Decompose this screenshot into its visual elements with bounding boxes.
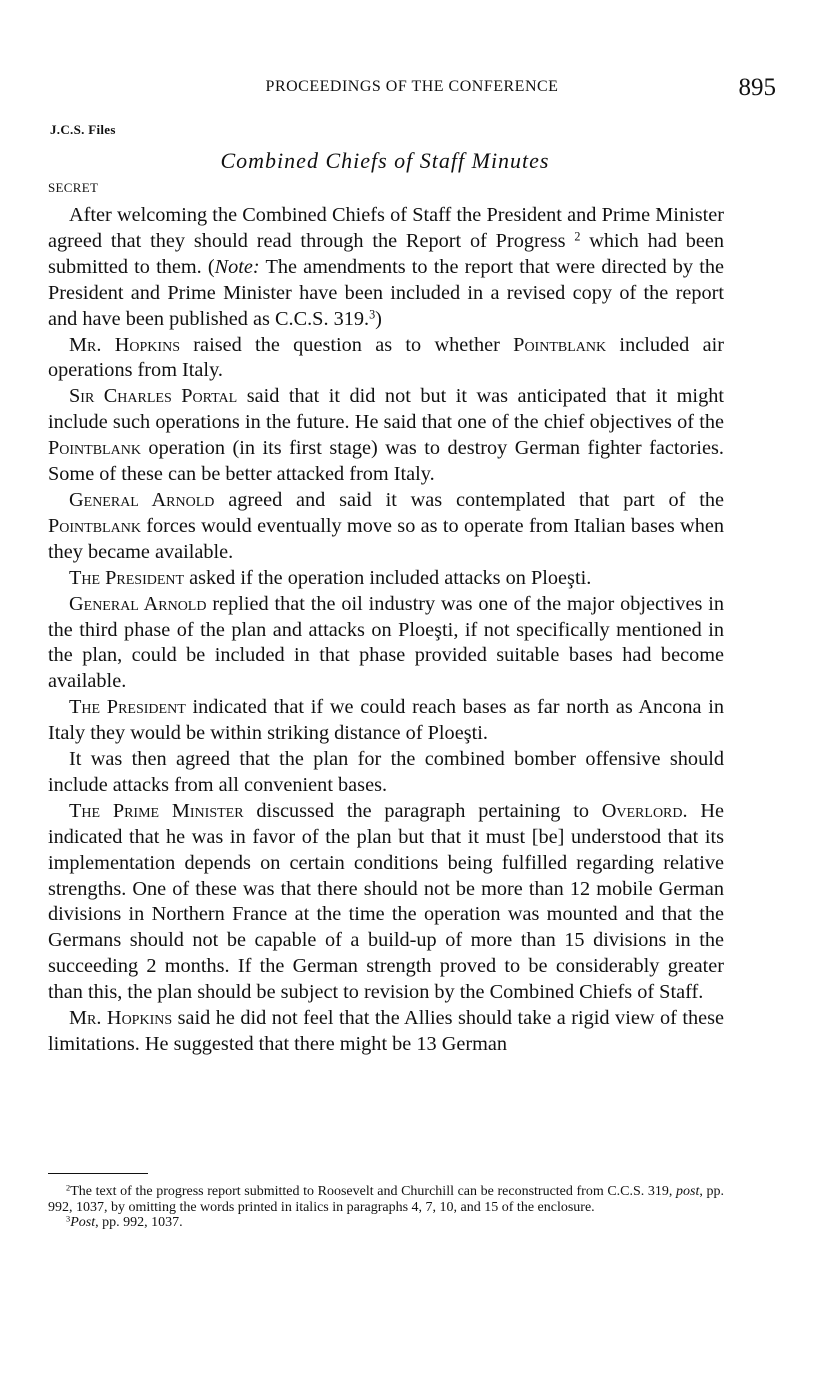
operation-name: Pointblank xyxy=(48,514,141,537)
speaker-name: The President xyxy=(69,696,186,719)
paragraph: Mr. Hopkins raised the question as to whether Pointblank included air operations from Italy. xyxy=(48,333,724,382)
operation-name: Pointblank xyxy=(48,437,141,460)
footnote-mark: 2 xyxy=(66,1183,71,1193)
speaker-name: The Prime Minister xyxy=(69,799,244,822)
file-reference: J.C.S. Files xyxy=(50,122,116,137)
speaker-name: Mr. Hopkins xyxy=(69,333,180,356)
paragraph: The Prime Minister discussed the paragraph pertaining to Overlord. He indicated that he was in favor of the plan but that it must [be] understood that its implementation depends on certain conditions being fulfilled regarding relative strengths. One of these was that there should not be more than 12 mobile German divisions in Northern France at the time the operation was mounted and that the Germans should not be capable of a build-up of more than 15 divisions in the succeeding 2 months. If the German strength proved to be considerably greater than this, the plan should be subject to revision by the Combined Chiefs of Staff. xyxy=(48,799,724,1004)
paragraph: General Arnold replied that the oil industry was one of the major objectives in the third phase of the plan and attacks on Ploeşti, if not specifically mentioned in the plan, could be included in that phase provided suitable bases had become available. xyxy=(48,592,724,693)
footnote: $^2$The text of the progress report submitted to Roosevelt and Churchill can be reconstructed from C.C.S. 319, post, pp. 992, 1037, by omitting the words printed in italics in paragraphs 4, 7, 10, and 15 of the enclosure. xyxy=(48,1183,725,1215)
speaker-name: The President xyxy=(69,566,185,589)
footnote-ref[interactable]: 2 xyxy=(574,229,581,244)
classification-label: SECRET xyxy=(48,180,99,195)
running-title: PROCEEDINGS OF THE CONFERENCE xyxy=(265,78,559,95)
body-text xyxy=(48,203,724,1058)
paragraph: General Arnold agreed and said it was contemplated that part of the Pointblank forces would eventually move so as to operate from Italian bases when they became available. xyxy=(48,488,724,563)
paragraph: Sir Charles Portal said that it did not but it was anticipated that it might include such operations in the future. He said that one of the chief objectives of the Pointblank operation (in its first stage) was to destroy German fighter factories. Some of these can be better attacked from Italy. xyxy=(48,385,724,486)
paragraph: It was then agreed that the plan for the combined bomber offensive should include attacks from all convenient bases. xyxy=(48,748,724,796)
speaker-name: Sir Charles Portal xyxy=(69,385,238,408)
operation-name: Pointblank xyxy=(513,333,607,356)
speaker-name: General Arnold xyxy=(69,488,215,511)
speaker-name: Mr. Hopkins xyxy=(69,1007,173,1030)
paragraph: The President indicated that if we could reach bases as far north as Ancona in Italy they would be within striking distance of Ploeşti. xyxy=(48,696,724,745)
footnote-ref[interactable]: 3 xyxy=(369,306,376,321)
operation-name: Overlord xyxy=(601,799,683,822)
footnote: $^3$Post, pp. 992, 1037. xyxy=(66,1214,183,1230)
paragraph: The President asked if the operation included attacks on Ploeşti. xyxy=(69,566,592,589)
page-number: 895 xyxy=(738,74,776,101)
footnote-divider xyxy=(48,1173,148,1174)
footnotes xyxy=(48,1184,724,1231)
document-title: Combined Chiefs of Staff Minutes xyxy=(220,148,550,173)
paragraph: Mr. Hopkins said he did not feel that the Allies should take a rigid view of these limitations. He suggested that there might be 13 German xyxy=(48,1007,724,1055)
speaker-name: General Arnold xyxy=(69,592,207,615)
paragraph: After welcoming the Combined Chiefs of Staff the President and Prime Minister agreed that they should read through the Report of Progress $^2$ which had been submitted to them. (Note: The amendments to the report that were directed by the President and Prime Minister have been included in a revised copy of the report and have been published as C.C.S. 319.$^3$) xyxy=(48,204,725,330)
footnote-mark: 3 xyxy=(66,1214,71,1224)
